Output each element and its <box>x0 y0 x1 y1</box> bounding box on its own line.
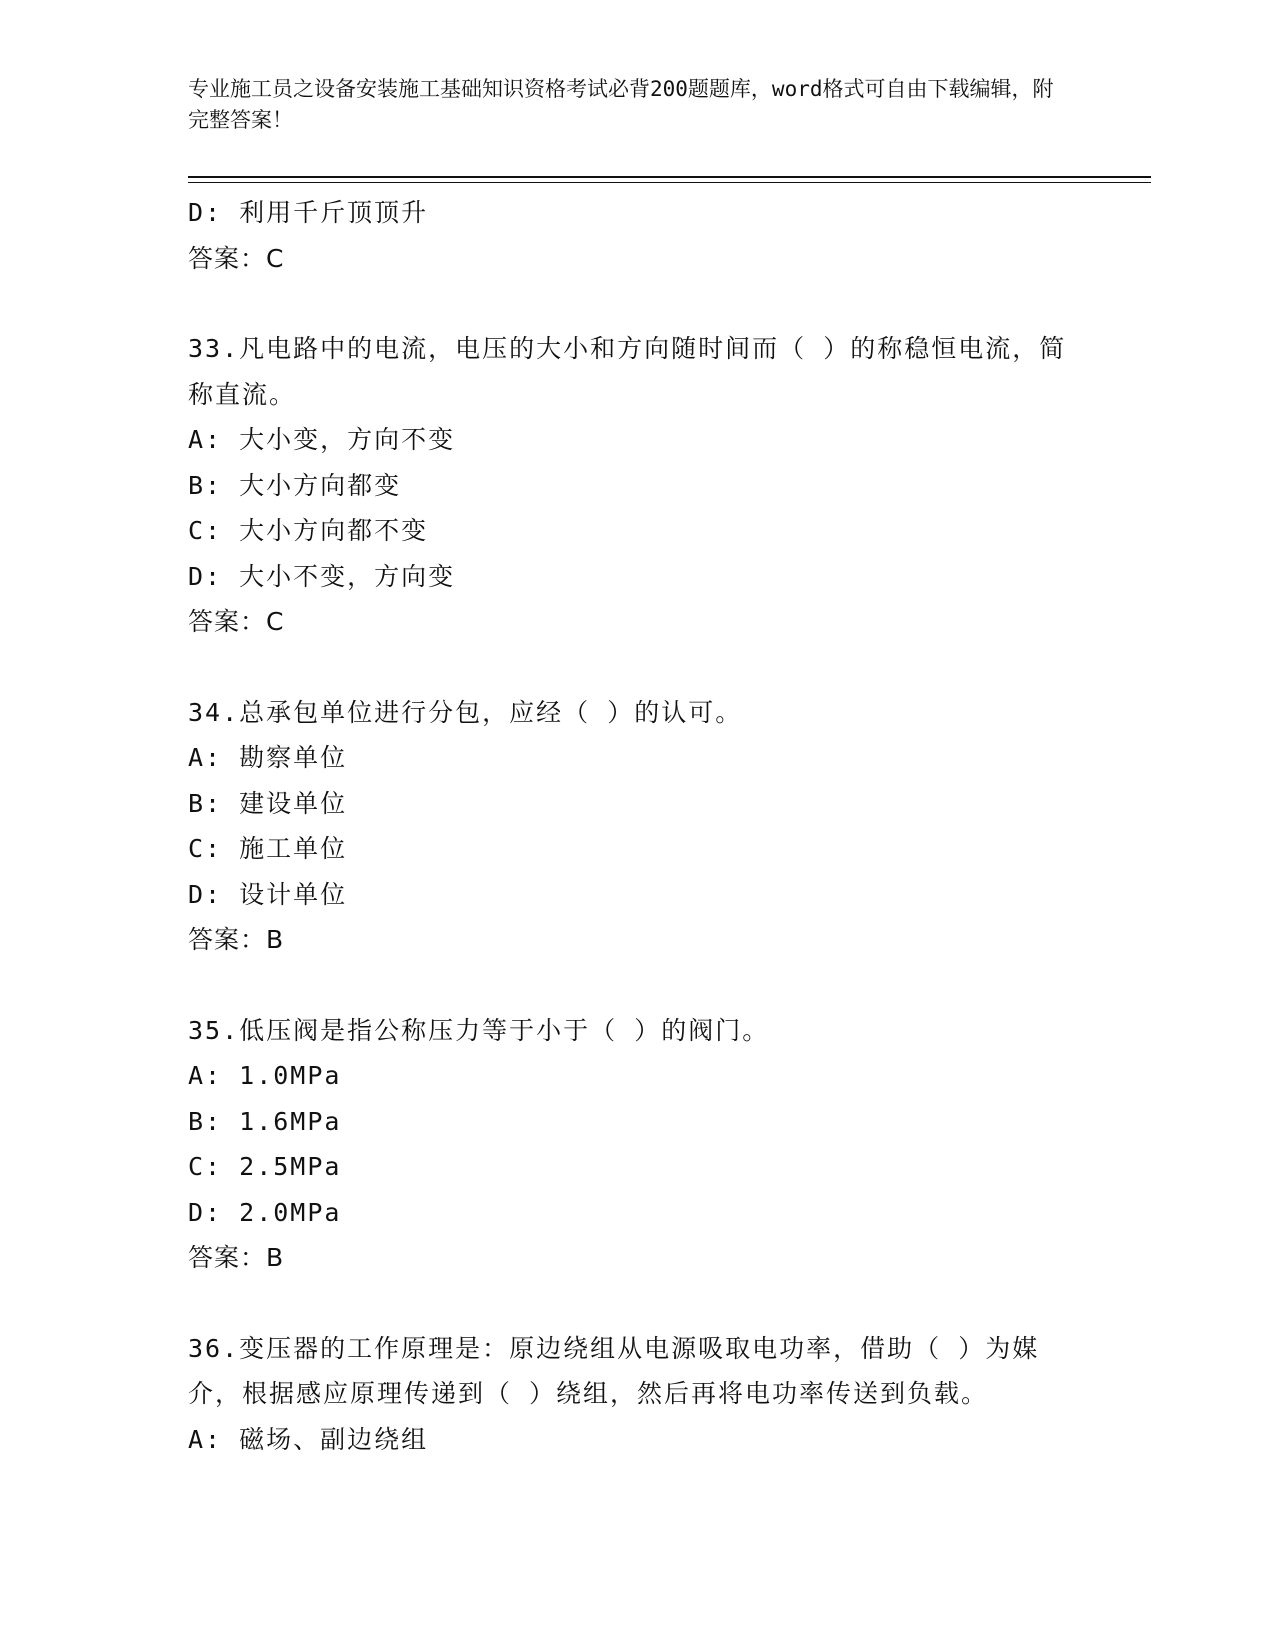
header-rule-thin <box>188 182 1151 183</box>
answer-line: 答案：B <box>188 1243 285 1272</box>
option-d: D: 设计单位 <box>188 879 348 909</box>
document-body <box>188 190 1068 1462</box>
document-header: 专业施工员之设备安装施工基础知识资格考试必背200题题库，word格式可自由下载编辑，附完整答案！ <box>188 77 1054 132</box>
header-rule-thick <box>188 176 1151 178</box>
option-d: D: 大小不变，方向变 <box>188 561 456 591</box>
question-35 <box>188 1008 1068 1281</box>
option-a: A: 1.0MPa <box>188 1061 342 1090</box>
option-c: C: 施工单位 <box>188 834 348 863</box>
previous-question-tail <box>188 190 1068 281</box>
option-a: A: 磁场、副边绕组 <box>188 1424 429 1454</box>
question-34 <box>188 690 1068 963</box>
option-c: C: 大小方向都不变 <box>188 516 429 545</box>
question-stem: 34.总承包单位进行分包，应经（ ）的认可。 <box>188 697 743 727</box>
option-b: B: 大小方向都变 <box>188 470 402 500</box>
question-stem: 36.变压器的工作原理是：原边绕组从电源吸取电功率，借助（ ）为媒介，根据感应原理传递到（ ）绕组，然后再将电功率传送到负载。 <box>188 1333 1040 1408</box>
question-stem: 35.低压阀是指公称压力等于小于（ ）的阀门。 <box>188 1015 770 1045</box>
option-b: B: 建设单位 <box>188 788 348 818</box>
option-d: D: 2.0MPa <box>188 1197 342 1227</box>
answer-line: 答案：C <box>188 243 285 273</box>
option-a: A: 大小变，方向不变 <box>188 425 456 454</box>
option-a: A: 勘察单位 <box>188 743 348 772</box>
question-33 <box>188 326 1068 645</box>
option-b: B: 1.6MPa <box>188 1106 342 1136</box>
option-d: D: 利用千斤顶顶升 <box>188 198 429 227</box>
question-36 <box>188 1326 1068 1463</box>
answer-line: 答案：C <box>188 607 285 636</box>
option-c: C: 2.5MPa <box>188 1152 342 1181</box>
answer-line: 答案：B <box>188 925 285 954</box>
question-stem: 33.凡电路中的电流，电压的大小和方向随时间而（ ）的称稳恒电流，简称直流。 <box>188 334 1067 409</box>
